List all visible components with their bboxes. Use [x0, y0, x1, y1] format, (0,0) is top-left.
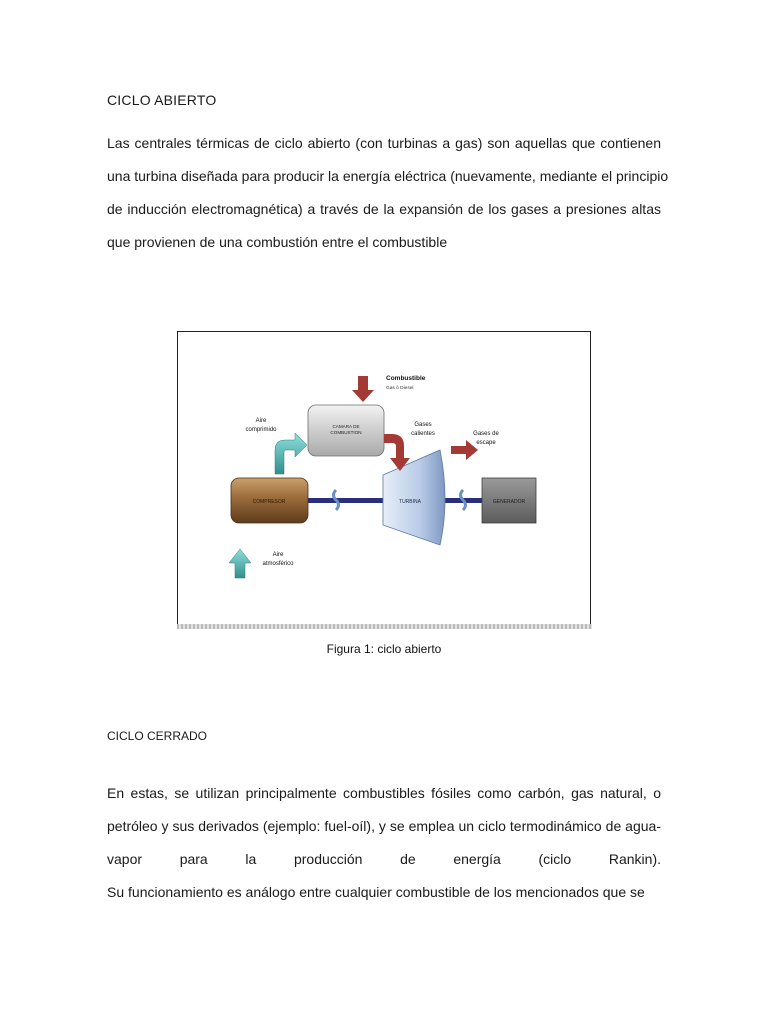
paragraph-ciclo-abierto: [107, 127, 669, 259]
paragraph-line: una turbina diseñada para producir la energía eléctrica (nuevamente, mediante el principio: [107, 168, 669, 184]
generator-label: GENERADOR: [492, 499, 526, 505]
open-cycle-diagram-svg: [178, 332, 590, 625]
compressed-air-arrow-icon: [275, 433, 307, 474]
exhaust-label-line1: Gases de: [473, 431, 499, 437]
fuel-arrow-icon: [352, 376, 374, 402]
figure-bottom-shadow: [177, 624, 592, 629]
paragraph-line: que provienen de una combustión entre el combustible: [107, 234, 448, 250]
chamber-label-line1: CAMARA DE: [332, 424, 360, 429]
paragraph-line: de inducción electromagnética) a través de la expansión de los gases a presiones altas: [107, 201, 661, 217]
compressed-air-label-line1: Aire: [255, 418, 267, 424]
figure-caption: Figura 1: ciclo abierto: [326, 642, 442, 656]
paragraph-line: En estas, se utilizan principalmente combustibles fósiles como carbón, gas natural, o: [107, 785, 661, 801]
coupling-right-icon: [461, 490, 466, 510]
paragraph-line: Su funcionamiento es análogo entre cualquier combustible de los mencionados que se: [107, 884, 645, 900]
hot-gases-label-line2: calientes: [411, 431, 435, 437]
figure-open-cycle-diagram: [177, 331, 591, 626]
section-title-ciclo-abierto: CICLO ABIERTO: [107, 92, 217, 108]
exhaust-arrow-icon: [451, 440, 478, 460]
chamber-label-line2: COMBUSTION: [330, 430, 362, 435]
exhaust-label-line2: escape: [476, 440, 496, 446]
paragraph-line: Las centrales térmicas de ciclo abierto (con turbinas a gas) son aquellas que contienen: [107, 135, 661, 151]
paragraph-line: petróleo y sus derivados (ejemplo: fuel-oíl), y se emplea un ciclo termodinámico de agua-: [107, 818, 661, 834]
hot-gases-label-line1: Gases: [414, 422, 432, 428]
compressor-label: COMPRESOR: [252, 499, 286, 505]
fuel-label: Combustible: [386, 375, 426, 382]
atmospheric-air-label-line1: Aire: [272, 552, 284, 558]
paragraph-ciclo-cerrado: [107, 777, 661, 909]
atmospheric-air-arrow-icon: [229, 549, 251, 578]
atmospheric-air-label-line2: atmosférico: [262, 561, 294, 567]
compressed-air-label-line2: comprimido: [245, 427, 277, 433]
turbine-label: TURBINA: [399, 499, 421, 505]
paragraph-line: vapor para la producción de energía (ciclo Rankin).: [107, 851, 661, 867]
section-title-ciclo-cerrado: CICLO CERRADO: [107, 729, 208, 743]
turbine-block: [383, 450, 445, 545]
coupling-left-icon: [334, 490, 339, 510]
fuel-sublabel: Gas ó Diesel: [386, 386, 414, 391]
